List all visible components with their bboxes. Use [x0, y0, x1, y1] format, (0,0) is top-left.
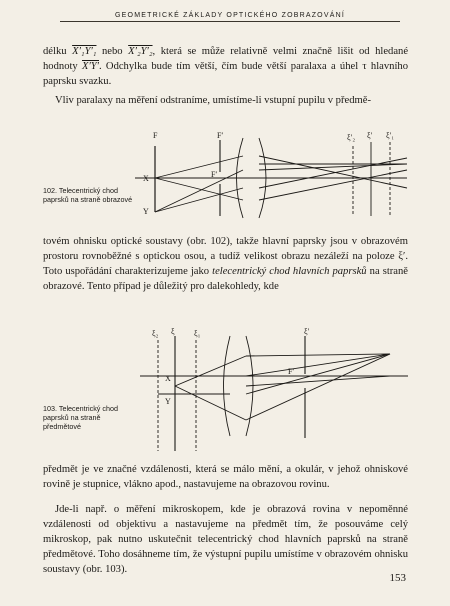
label-X: X: [165, 374, 171, 383]
paragraph-1: délku X′₁Y′₁ nebo X′₂Y′₂, která se může relativně velmi značně lišit od hledané hodnoty X′Y′. Odchylka bude tím větší, čím bude větší paralaxa a úhel τ hlavního paprsku svazku.: [43, 46, 409, 87]
paragraph-4: předmět je ve značné vzdálenosti, která se málo mění, a okulár, v jehož ohniskové rovině je stupnice, vlákno apod., nastavujeme na obrazovou rovinu.: [43, 464, 408, 490]
ray-2: [175, 386, 246, 420]
figure-102-caption: 102. Telecentrický chod paprsků na straně obrazové: [43, 186, 133, 204]
ray-3: [246, 354, 390, 356]
ray-7: [259, 164, 407, 170]
ray-3: [155, 170, 243, 212]
label-Y: Y: [165, 397, 171, 406]
figure-103-caption: 103. Telecentrický chod paprsků na straně předmětové: [43, 404, 118, 431]
math-x2y2: X′₂Y′₂: [128, 46, 153, 57]
label-xip: ξ′: [304, 327, 310, 336]
ray-4: [155, 188, 243, 212]
math-xy: X′Y′: [82, 61, 99, 72]
paragraph-3: tovém ohnisku optické soustavy (obr. 102), takže hlavní paprsky jsou v obrazovém prostoru rovnoběžné s optickou osou, a tudíž velikost obrazu nezáleží na poloze ξ′. Toto uspořádání charakterizujeme jako telecentrický chod hlavních paprsků na straně obrazové. Tento případ je důležitý pro dalekohledy, kde: [43, 236, 408, 292]
page-number: 153: [389, 572, 406, 584]
math-x1y1: X′₁Y′₁: [72, 46, 97, 57]
term-telecentric: telecentrický chod hlavních paprsků: [212, 266, 367, 277]
ray-7: [246, 376, 390, 386]
paragraph-5: Jde-li např. o měření mikroskopem, kde je obrazová rovina v nepoměnné vzdálenosti od objektivu a nastavujeme na předmět tím, že posouváme celý mikroskop, pak nutno uskutečnit telecentrický chod hlavních paprsků na straně předmětové. Toho dosáhneme tím, že výstupní pupilu umístíme v obrazovém ohnisku soustavy (obr. 103).: [43, 504, 408, 575]
ray-1: [155, 156, 243, 178]
figure-103-diagram: [140, 326, 410, 466]
ray-1: [175, 356, 246, 386]
label-xi1: ξ₁: [194, 329, 201, 338]
lens-1: [224, 336, 231, 436]
label-X: X: [143, 174, 149, 183]
label-xi2: ξ₂: [152, 329, 159, 338]
label-xi: ξ′: [367, 131, 373, 140]
label-F-inner: F′: [211, 170, 218, 179]
label-Fp: F′: [217, 131, 224, 140]
label-F: F: [153, 131, 158, 140]
running-header: GEOMETRICKÉ ZÁKLADY OPTICKÉHO ZOBRAZOVÁNÍ: [60, 12, 400, 22]
figure-102-diagram: [135, 128, 410, 228]
label-Fp: F′: [288, 367, 295, 376]
ray-5: [246, 354, 390, 394]
label-Y: Y: [143, 207, 149, 216]
label-xi2: ξ′₂: [347, 133, 356, 142]
label-xi1: ξ′₁: [386, 131, 395, 140]
paragraph-2: Vliv paralaxy na měření odstraníme, umístíme-li vstupní pupilu v předmě-: [55, 95, 371, 106]
ray-4: [246, 354, 390, 420]
ray-2: [155, 178, 243, 200]
label-xi: ξ: [171, 327, 175, 336]
ray-6: [259, 170, 407, 200]
ray-6: [246, 354, 390, 376]
